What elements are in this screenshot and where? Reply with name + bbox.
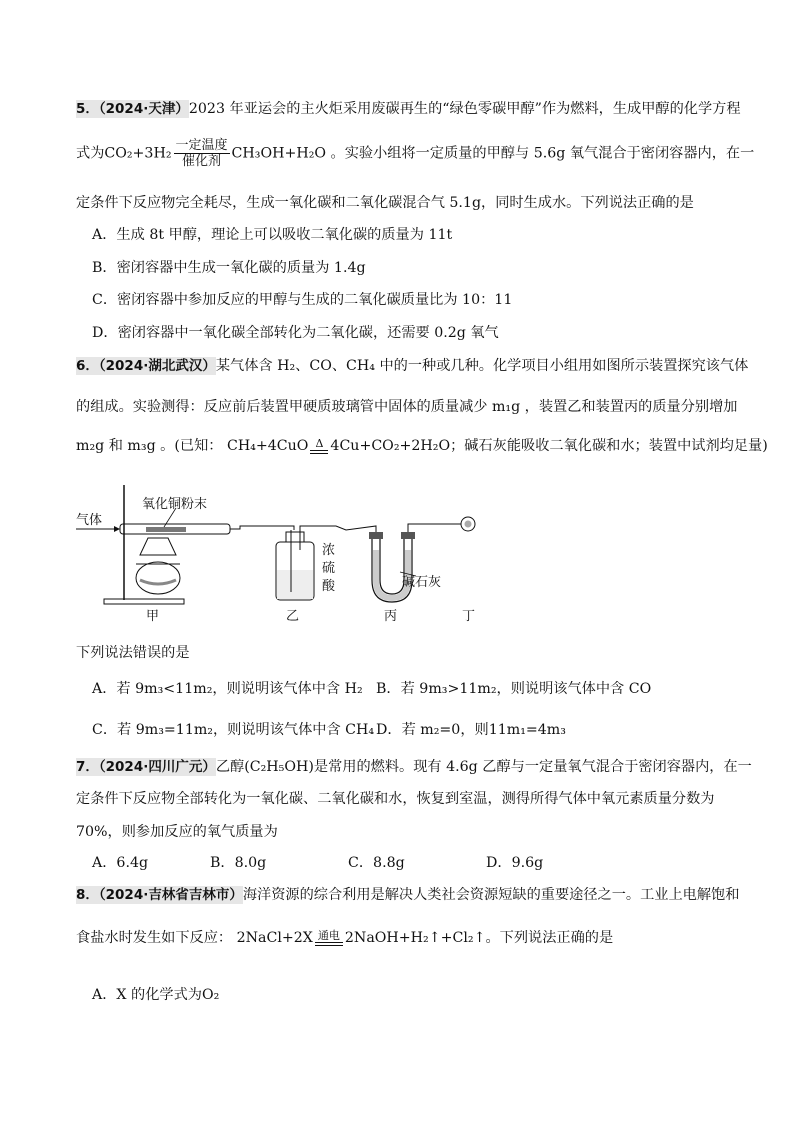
q7-text-1: 乙醇(C₂H₅OH)是常用的燃料。现有 4.6g 乙醇与一定量氧气混合于密闭容器内，在一	[215, 759, 752, 775]
q7-line2: 定条件下反应物全部转化为一氧化碳、二氧化碳和水，恢复到室温，测得所得气体中氧元素质量分数为	[76, 791, 715, 807]
q5-line2	[76, 138, 754, 169]
label-cuo: 氧化铜粉末	[142, 497, 208, 512]
q6-option-b[interactable]: B．若 9m₃>11m₂，则说明该气体中含 CO	[376, 681, 652, 697]
q6-line1	[76, 356, 748, 376]
q6-line2: 的组成。实验测得：反应前后装置甲硬质玻璃管中固体的质量减少 m₁g ，装置乙和装置丙的质量分别增加	[76, 399, 738, 415]
copper-oxide-powder	[146, 527, 186, 532]
concentrated-sulfuric-acid	[277, 570, 313, 599]
label-yi: 乙	[286, 609, 300, 624]
q5-option-c[interactable]: C．密闭容器中参加反应的甲醇与生成的二氧化碳质量比为 10：11	[92, 292, 513, 308]
q5-line1	[76, 99, 741, 119]
q6-known-left: m₂g 和 m₃g 。(已知： CH₄+4CuO	[76, 438, 309, 454]
q5-equation-right: CH₃OH+H₂O 。实验小组将一定质量的甲醇与 5.6g 氧气混合于密闭容器内，在一	[231, 145, 755, 162]
q6-option-c[interactable]: C．若 9m₃=11m₂，则说明该气体中含 CH₄	[92, 722, 375, 738]
label-soda-lime: 碱石灰	[402, 575, 442, 590]
q7-line1	[76, 757, 752, 777]
q8-equation-right: 2NaOH+H₂↑+Cl₂↑。下列说法正确的是	[344, 930, 614, 946]
q6-stem: 下列说法错误的是	[76, 645, 190, 661]
q7-line3: 70%，则参加反应的氧气质量为	[76, 824, 278, 840]
q8-source-tag: 8．（2024·吉林省吉林市）	[76, 887, 243, 903]
q7-source-tag: 7．（2024·四川广元）	[76, 759, 216, 775]
q8-line2	[76, 928, 613, 948]
q7-option-b[interactable]: B．8.0g	[210, 855, 267, 871]
q8-equation-left: 食盐水时发生如下反应： 2NaCl+2X	[76, 930, 313, 946]
q5-option-d[interactable]: D．密闭容器中一氧化碳全部转化为二氧化碳，还需要 0.2g 氧气	[92, 325, 499, 341]
q5-source-tag: 5．（2024·天津）	[76, 101, 189, 117]
q8-text-1: 海洋资源的综合利用是解决人类社会资源短缺的重要途径之一。工业上电解饱和	[242, 887, 740, 903]
q6-known-right: 4Cu+CO₂+2H₂O；碱石灰能吸收二氧化碳和水；装置中试剂均足量)	[330, 438, 768, 454]
q5-text-1: 2023 年亚运会的主火炬采用废碳再生的“绿色零碳甲醇”作为燃料，生成甲醇的化学方程	[188, 101, 741, 117]
q8-option-a[interactable]: A．X 的化学式为O₂	[92, 987, 220, 1003]
q5-reaction-condition: $\frac{\text{一定温度}}{\text{催化剂}}$	[175, 138, 228, 169]
q7-option-a[interactable]: A．6.4g	[92, 855, 149, 871]
label-jia: 甲	[146, 609, 160, 624]
svg-text:硫: 硫	[322, 561, 336, 576]
q6-source-tag: 6．（2024·湖北武汉）	[76, 358, 216, 374]
svg-text:浓: 浓	[322, 543, 336, 558]
flame-shield	[140, 538, 176, 555]
label-gas: 气体	[76, 513, 103, 528]
q5-line3: 定条件下反应物完全耗尽，生成一氧化碳和二氧化碳混合气 5.1g，同时生成水。下列说法正确的是	[76, 195, 694, 211]
q6-heat-condition: Δ	[310, 438, 328, 454]
q6-line3	[76, 436, 768, 456]
alcohol-lamp	[136, 562, 180, 594]
label-bing: 丙	[384, 609, 398, 624]
label-ding: 丁	[462, 609, 476, 624]
q8-line1	[76, 885, 739, 905]
q6-option-d[interactable]: D．若 m₂=0，则11m₁=4m₃	[376, 722, 566, 738]
q6-option-a[interactable]: A．若 9m₃<11m₂，则说明该气体中含 H₂	[92, 681, 363, 697]
q5-option-a[interactable]: A．生成 8t 甲醇，理论上可以吸收二氧化碳的质量为 11t	[92, 227, 453, 243]
q6-text-1: 某气体含 H₂、CO、CH₄ 中的一种或几种。化学项目小组用如图所示装置探究该气体	[215, 358, 749, 374]
apparatus-diagram	[76, 480, 476, 624]
svg-text:酸: 酸	[322, 579, 336, 594]
q7-option-c[interactable]: C．8.8g	[348, 855, 405, 871]
q7-option-d[interactable]: D．9.6g	[486, 855, 544, 871]
q5-option-b[interactable]: B．密闭容器中生成一氧化碳的质量为 1.4g	[92, 260, 366, 276]
q8-electrolysis-condition: 通电	[315, 930, 343, 946]
q5-equation-left: 式为CO₂+3H₂	[76, 145, 172, 162]
